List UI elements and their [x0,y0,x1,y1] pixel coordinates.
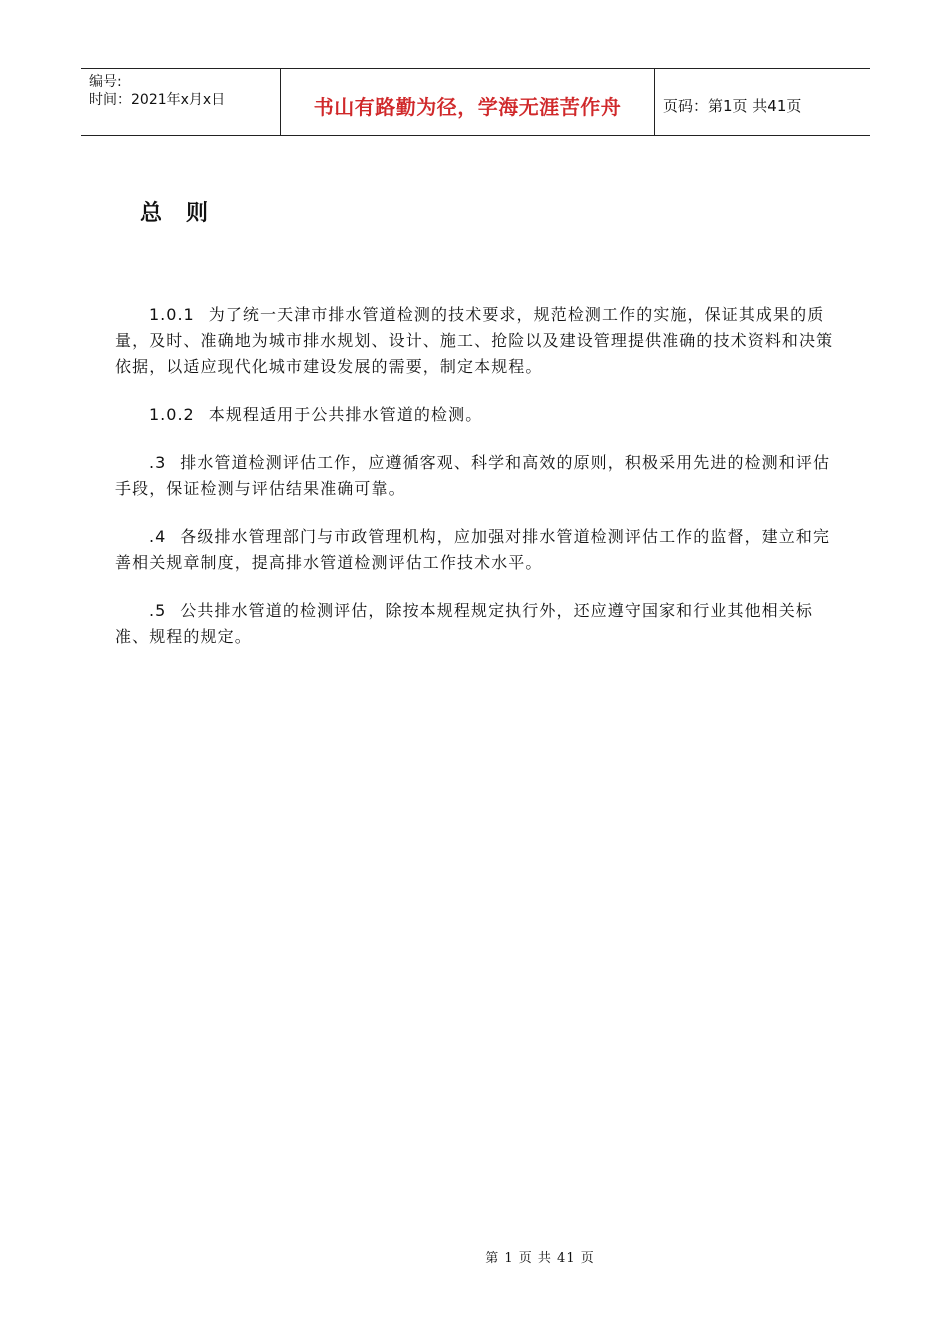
document-header [81,68,870,136]
clause-text: 排水管道检测评估工作，应遵循客观、科学和高效的原则，积极采用先进的检测和评估手段，保证检测与评估结果准确可靠。 [115,453,831,498]
clause-text: 本规程适用于公共排水管道的检测。 [208,405,483,424]
clause-text: 各级排水管理部门与市政管理机构，应加强对排水管道检测评估工作的监督，建立和完善相关规章制度，提高排水管道检测评估工作技术水平。 [115,527,831,572]
paragraph [115,402,839,428]
header-motto: 书山有路勤为径，学海无涯苦作舟 [313,94,622,119]
clause-number: .3 [149,453,167,472]
section-title: 总则 [140,200,233,226]
paragraph [115,598,839,650]
clause-text: 公共排水管道的检测评估，除按本规程规定执行外，还应遵守国家和行业其他相关标准、规程的规定。 [115,601,813,646]
clause-number: .4 [149,527,167,546]
paragraph [115,524,839,576]
header-meta [81,69,281,135]
clause-number: .5 [149,601,167,620]
header-page-info-cell [655,69,870,135]
header-motto-cell [281,69,655,135]
clause-number: 1.0.2 [149,405,195,424]
page-footer: 第 1 页 共 41 页 [485,1251,595,1266]
paragraph [115,450,839,502]
document-number-label: 编号: [89,74,122,90]
document-date: 时间：2021年x月x日 [89,92,226,108]
clause-number: 1.0.1 [149,305,195,324]
paragraph [115,302,839,380]
header-page-info: 页码：第1页 共41页 [663,96,802,115]
document-body [115,302,839,672]
clause-text: 为了统一天津市排水管道检测的技术要求，规范检测工作的实施，保证其成果的质量，及时、准确地为城市排水规划、设计、施工、抢险以及建设管理提供准确的技术资料和决策依据，以适应现代化城市建设发展的需要，制定本规程。 [115,305,834,376]
